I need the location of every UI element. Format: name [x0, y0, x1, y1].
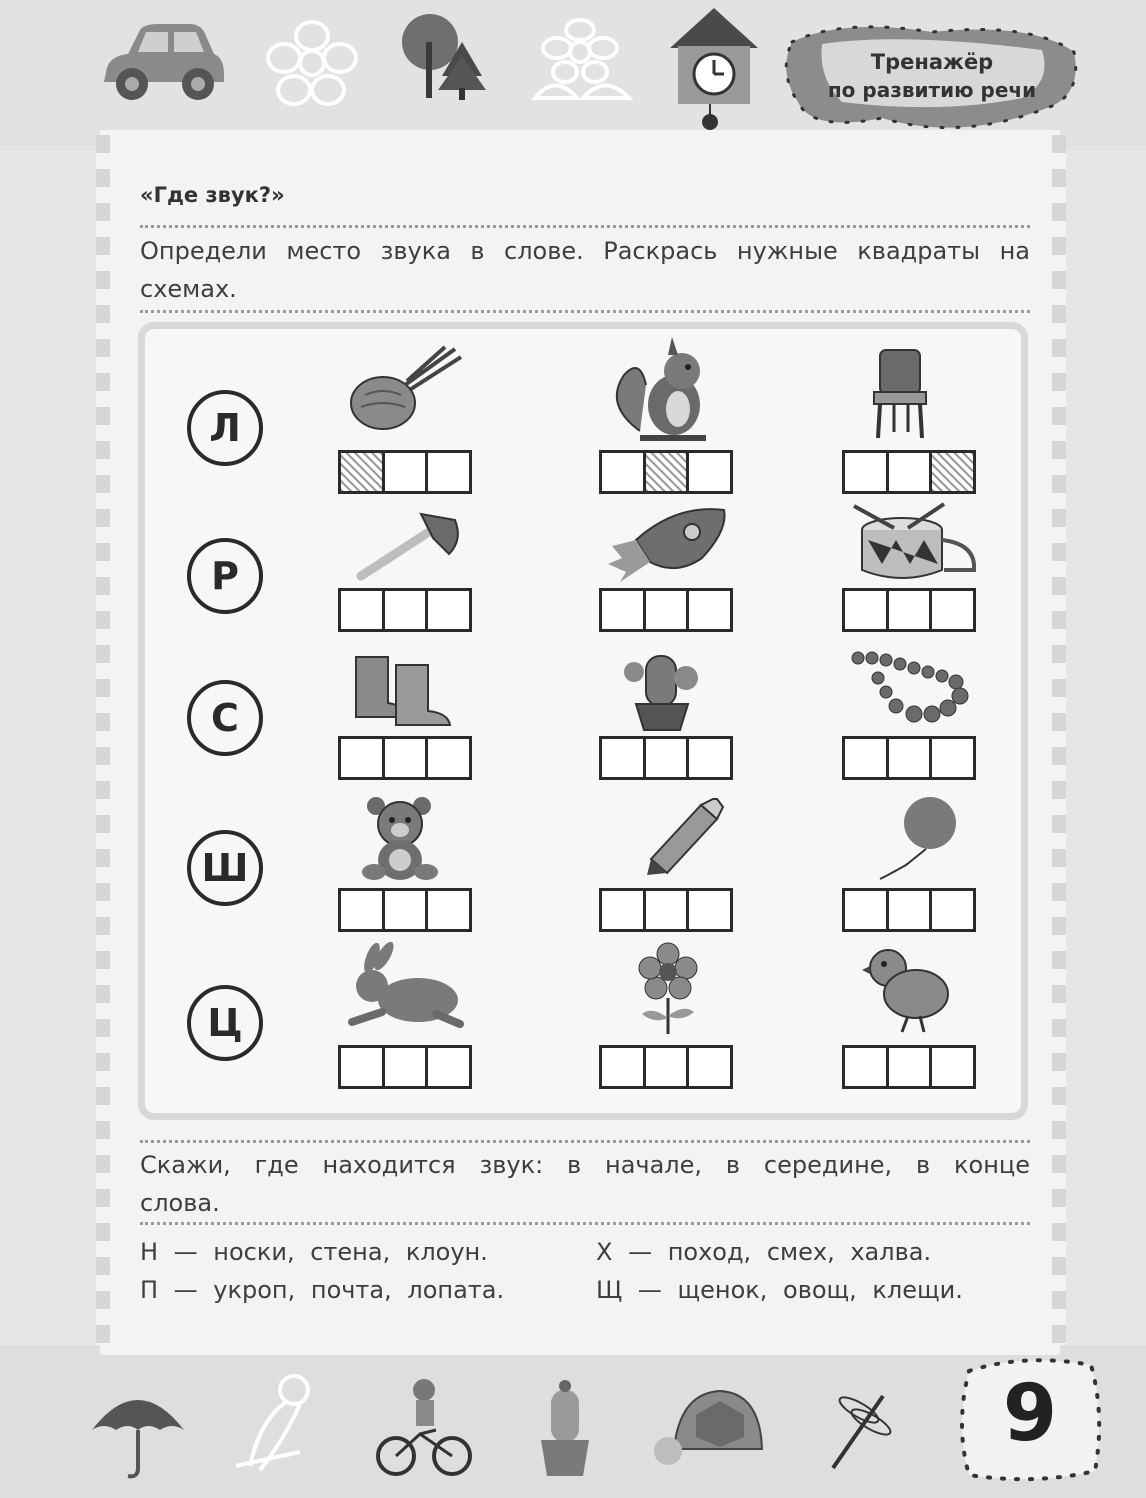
scheme-cell[interactable] [932, 1048, 973, 1086]
beads-icon [848, 650, 972, 726]
letter-circle: Ш [187, 830, 263, 906]
scheme-cell[interactable] [385, 891, 429, 929]
scheme-cell[interactable] [428, 453, 469, 491]
badge-line-1: Тренажёр [870, 50, 994, 74]
scheme-cell[interactable] [428, 739, 469, 777]
sound-scheme[interactable] [338, 1045, 472, 1089]
pencil-icon [645, 797, 725, 877]
scheme-cell[interactable] [845, 453, 889, 491]
trainer-badge [782, 22, 1082, 134]
scheme-cell[interactable] [845, 1048, 889, 1086]
page-number: 9 [1002, 1369, 1058, 1459]
sound-scheme[interactable] [599, 450, 733, 494]
cactus-icon [620, 648, 704, 732]
sound-scheme[interactable] [842, 888, 976, 932]
exercise-instruction: Определи место звука в слове. Раскрась нужные квадраты на схемах. [140, 237, 1030, 303]
scheme-cell[interactable] [889, 739, 933, 777]
scheme-cell[interactable] [602, 591, 646, 629]
balloon-icon [872, 795, 962, 881]
scheme-cell[interactable] [428, 591, 469, 629]
sound-scheme[interactable] [842, 450, 976, 494]
scheme-cell[interactable] [689, 453, 730, 491]
sound-scheme[interactable] [599, 888, 733, 932]
scheme-cell[interactable] [602, 891, 646, 929]
scheme-cell[interactable] [889, 891, 933, 929]
axe-icon [355, 510, 465, 582]
drum-icon [848, 500, 982, 584]
exercise-title: «Где звук?» [140, 183, 285, 207]
sound-scheme[interactable] [338, 736, 472, 780]
scheme-cell[interactable] [646, 591, 690, 629]
scheme-cell[interactable] [889, 1048, 933, 1086]
flower-leaves-icon [525, 18, 635, 108]
example-line: П — укроп, почта, лопата. [140, 1276, 505, 1304]
parrot-icon [230, 1370, 320, 1480]
scheme-cell[interactable] [845, 739, 889, 777]
scheme-cell[interactable] [889, 453, 933, 491]
scheme-cell[interactable] [428, 891, 469, 929]
page-number-badge [955, 1355, 1105, 1483]
page-border-right [1052, 135, 1066, 1345]
scheme-cell[interactable] [689, 1048, 730, 1086]
sound-scheme[interactable] [842, 1045, 976, 1089]
hare-icon [342, 942, 464, 1032]
sound-scheme[interactable] [599, 1045, 733, 1089]
chair-icon [870, 348, 930, 440]
turtle-icon [650, 1385, 766, 1475]
badge-line-2: по развитию речи [827, 78, 1037, 102]
example-line: Х — поход, смех, халва. [596, 1238, 932, 1266]
scheme-cell[interactable] [845, 591, 889, 629]
scheme-cell[interactable] [341, 453, 385, 491]
scheme-cell[interactable] [689, 591, 730, 629]
sound-scheme[interactable] [338, 588, 472, 632]
sound-scheme[interactable] [842, 588, 976, 632]
scheme-cell[interactable] [385, 739, 429, 777]
rocket-icon [606, 500, 736, 584]
scheme-cell[interactable] [845, 891, 889, 929]
scheme-cell[interactable] [341, 891, 385, 929]
scheme-cell[interactable] [385, 1048, 429, 1086]
flower-outline-icon [262, 18, 362, 108]
scheme-cell[interactable] [932, 591, 973, 629]
scheme-cell[interactable] [646, 1048, 690, 1086]
onion-icon [345, 345, 465, 435]
sound-scheme[interactable] [599, 588, 733, 632]
umbrella-icon [88, 1380, 188, 1480]
scheme-cell[interactable] [932, 739, 973, 777]
scheme-cell[interactable] [646, 453, 690, 491]
letter-circle: С [187, 680, 263, 756]
scheme-cell[interactable] [646, 739, 690, 777]
potted-cactus-icon [535, 1378, 595, 1478]
dragonfly-icon [825, 1382, 895, 1472]
flower-icon [638, 942, 698, 1036]
scheme-cell[interactable] [385, 591, 429, 629]
example-line: Н — носки, стена, клоун. [140, 1238, 488, 1266]
scheme-cell[interactable] [602, 1048, 646, 1086]
page-border-left [96, 135, 110, 1345]
scheme-cell[interactable] [385, 453, 429, 491]
car-icon [98, 22, 228, 104]
letter-circle: Р [187, 538, 263, 614]
cuckoo-clock-icon [668, 6, 760, 132]
letter-circle: Л [187, 390, 263, 466]
example-line: Щ — щенок, овощ, клещи. [596, 1276, 963, 1304]
scheme-cell[interactable] [341, 591, 385, 629]
sound-scheme[interactable] [338, 888, 472, 932]
scheme-cell[interactable] [889, 591, 933, 629]
cyclist-icon [376, 1378, 472, 1478]
scheme-cell[interactable] [689, 739, 730, 777]
dotted-divider [140, 1222, 1030, 1225]
dotted-divider [140, 1140, 1030, 1143]
sound-scheme[interactable] [599, 736, 733, 780]
task2-instruction: Скажи, где находится звук: в начале, в середине, в конце слова. [140, 1151, 1030, 1217]
sound-scheme[interactable] [338, 450, 472, 494]
scheme-cell[interactable] [341, 1048, 385, 1086]
squirrel-icon [610, 335, 720, 445]
scheme-cell[interactable] [341, 739, 385, 777]
scheme-cell[interactable] [646, 891, 690, 929]
dotted-divider [140, 310, 1030, 313]
trees-icon [398, 12, 488, 102]
scheme-cell[interactable] [602, 739, 646, 777]
dotted-divider [140, 225, 1030, 228]
scheme-cell[interactable] [932, 891, 973, 929]
chick-icon [862, 944, 956, 1034]
scheme-cell[interactable] [689, 891, 730, 929]
scheme-cell[interactable] [602, 453, 646, 491]
teddy-bear-icon [360, 796, 444, 884]
sound-scheme[interactable] [842, 736, 976, 780]
scheme-cell[interactable] [932, 453, 973, 491]
scheme-cell[interactable] [428, 1048, 469, 1086]
letter-circle: Ц [187, 985, 263, 1061]
boots-icon [352, 655, 454, 729]
